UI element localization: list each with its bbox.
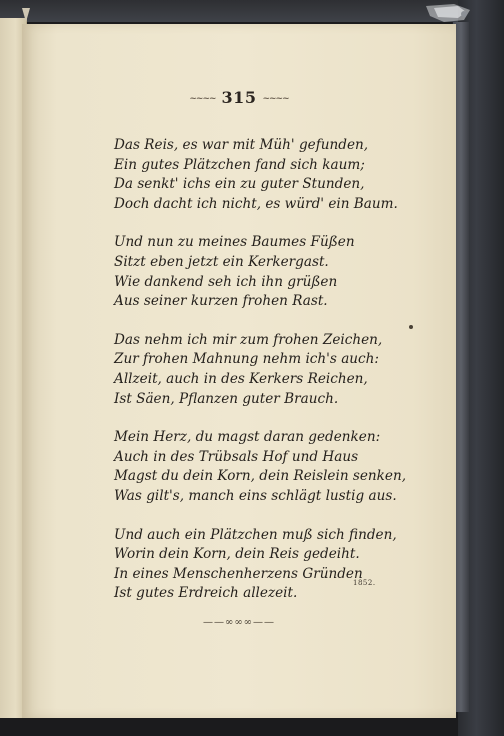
poem-line: Ist Säen, Pflanzen guter Brauch.: [114, 390, 339, 407]
year-label: 1852.: [353, 579, 376, 587]
poem-line: Allzeit, auch in des Kerkers Reichen,: [114, 370, 368, 387]
poem-line: Und nun zu meines Baumes Füßen: [114, 234, 355, 251]
poem-line: Mein Herz, du magst daran gedenken:: [114, 429, 381, 446]
poem-line: In eines Menschenherzens Gründen: [114, 565, 363, 582]
ornament-right: ~~~~: [262, 93, 289, 104]
poem-line: Sitzt eben jetzt ein Kerkergast.: [114, 253, 329, 270]
poem-line: Worin dein Korn, dein Reis gedeiht.: [114, 546, 360, 563]
paper-speck: [409, 325, 413, 329]
poem-line: Und auch ein Plätzchen muß sich finden,: [114, 526, 397, 543]
poem-line: Das Reis, es war mit Müh' gefunden,: [114, 137, 369, 153]
poem-line: Magst du dein Korn, dein Reislein senken,: [114, 468, 407, 485]
poem-line: Was gilt's, manch eins schlägt lustig aus.: [114, 487, 397, 504]
stanza: [114, 526, 444, 604]
stanza: [114, 233, 444, 311]
page-number: 315: [221, 88, 257, 107]
poem-line: Aus seiner kurzen frohen Rast.: [114, 293, 328, 310]
plastic-clip-icon: [424, 2, 474, 24]
poem-line: Das nehm ich mir zum frohen Zeichen,: [114, 331, 383, 348]
end-ornament: ——∞∞∞——: [203, 617, 275, 628]
poem-line: Ein gutes Plätzchen fand sich kaum;: [114, 156, 365, 173]
poem-line: Ist gutes Erdreich allezeit.: [114, 585, 298, 602]
stanza: [114, 428, 444, 506]
stanza: [114, 331, 444, 409]
page-number-header: [22, 88, 456, 107]
poem-line: Doch dacht ich nicht, es würd' ein Baum.: [114, 195, 398, 212]
poem-line: Zur frohen Mahnung nehm ich's auch:: [114, 351, 379, 368]
ornament-left: ~~~~: [189, 93, 216, 104]
stanza: [114, 136, 444, 214]
poem-line: Wie dankend seh ich ihn grüßen: [114, 273, 338, 290]
poem-body: [114, 136, 444, 604]
poem-line: Da senkt' ichs ein zu guter Stunden,: [114, 176, 365, 193]
book-page: [22, 24, 456, 718]
poem-line: Auch in des Trübsals Hof und Haus: [114, 448, 359, 465]
